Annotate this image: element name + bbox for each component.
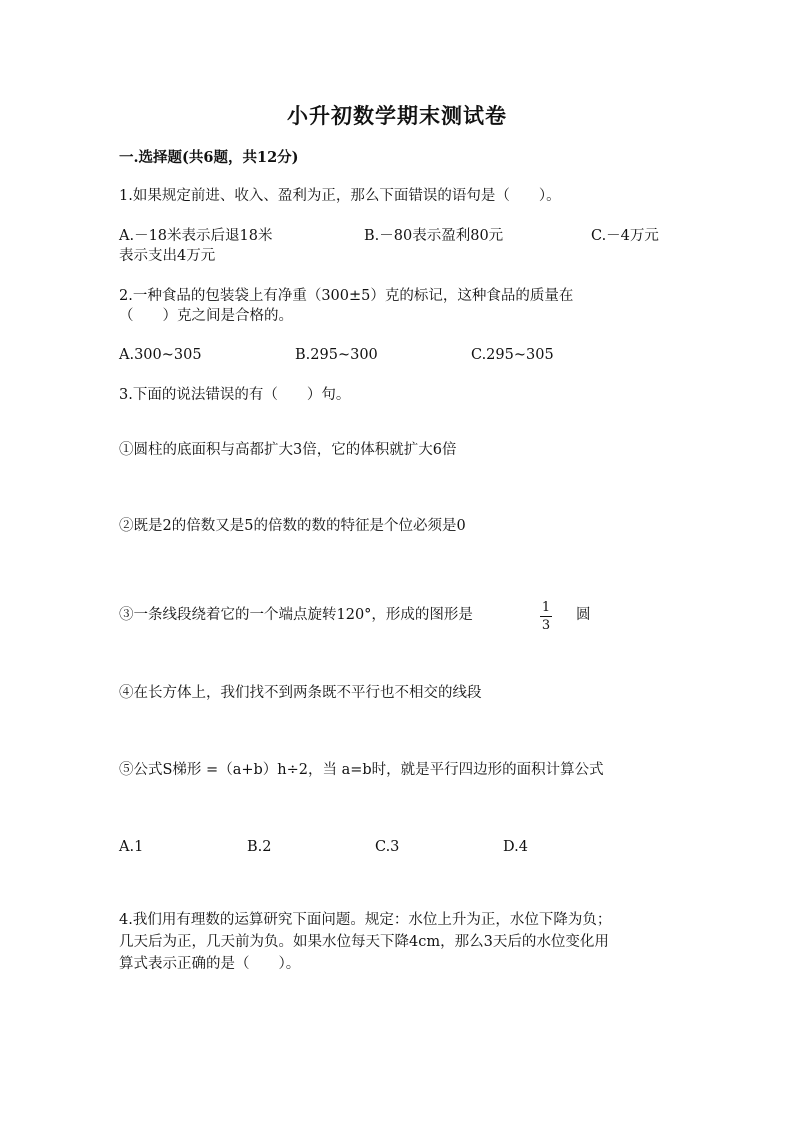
question-3-statement-5: ⑤公式S梯形 =（a+b）h÷2，当 a=b时，就是平行四边形的面积计算公式 (119, 762, 604, 778)
question-4-line-2: 几天后为正，几天前为负。如果水位每天下降4cm，那么3天后的水位变化用 (119, 934, 609, 950)
question-1-option-a: A.－18米表示后退18米 (119, 228, 273, 244)
section-heading: 一.选择题(共6题，共12分) (119, 149, 299, 166)
question-3-option-d: D.4 (503, 839, 528, 855)
question-3-option-b: B.2 (247, 839, 272, 855)
fraction-bar (540, 616, 552, 617)
question-1-option-c: C.－4万元 (591, 228, 659, 244)
question-3-statement-4: ④在长方体上，我们找不到两条既不平行也不相交的线段 (119, 685, 482, 701)
question-3-statement-3: ③一条线段绕着它的一个端点旋转120°，形成的图形是 (119, 607, 473, 623)
question-3-statement-2: ②既是2的倍数又是5的倍数的数的特征是个位必须是0 (119, 518, 466, 534)
question-2-stem-line-1: 2.一种食品的包装袋上有净重（300±5）克的标记，这种食品的质量在 (119, 288, 574, 304)
question-3-option-a: A.1 (119, 839, 144, 855)
question-2-stem-line-2: （ ）克之间是合格的。 (119, 308, 293, 324)
fraction-one-third (538, 600, 554, 633)
question-1-option-b: B.－80表示盈利80元 (364, 228, 504, 244)
question-3-option-c: C.3 (375, 839, 400, 855)
question-2-option-a: A.300~305 (119, 347, 202, 363)
question-3-statement-3-tail: 圆 (576, 607, 591, 623)
question-3-statement-1: ①圆柱的底面积与高都扩大3倍，它的体积就扩大6倍 (119, 442, 457, 458)
fraction-denominator: 3 (541, 618, 551, 633)
page-title: 小升初数学期末测试卷 (287, 103, 507, 128)
question-2-option-b: B.295~300 (295, 347, 378, 363)
question-3-stem: 3.下面的说法错误的有（ ）句。 (119, 387, 351, 403)
question-1-stem: 1.如果规定前进、收入、盈利为正，那么下面错误的语句是（ ）。 (119, 188, 561, 204)
question-4-line-3: 算式表示正确的是（ ）。 (119, 956, 301, 972)
question-2-option-c: C.295~305 (471, 347, 554, 363)
question-4-line-1: 4.我们用有理数的运算研究下面问题。规定：水位上升为正，水位下降为负； (119, 912, 612, 928)
question-1-option-c-wrap: 表示支出4万元 (119, 248, 216, 264)
fraction-numerator: 1 (541, 600, 551, 615)
